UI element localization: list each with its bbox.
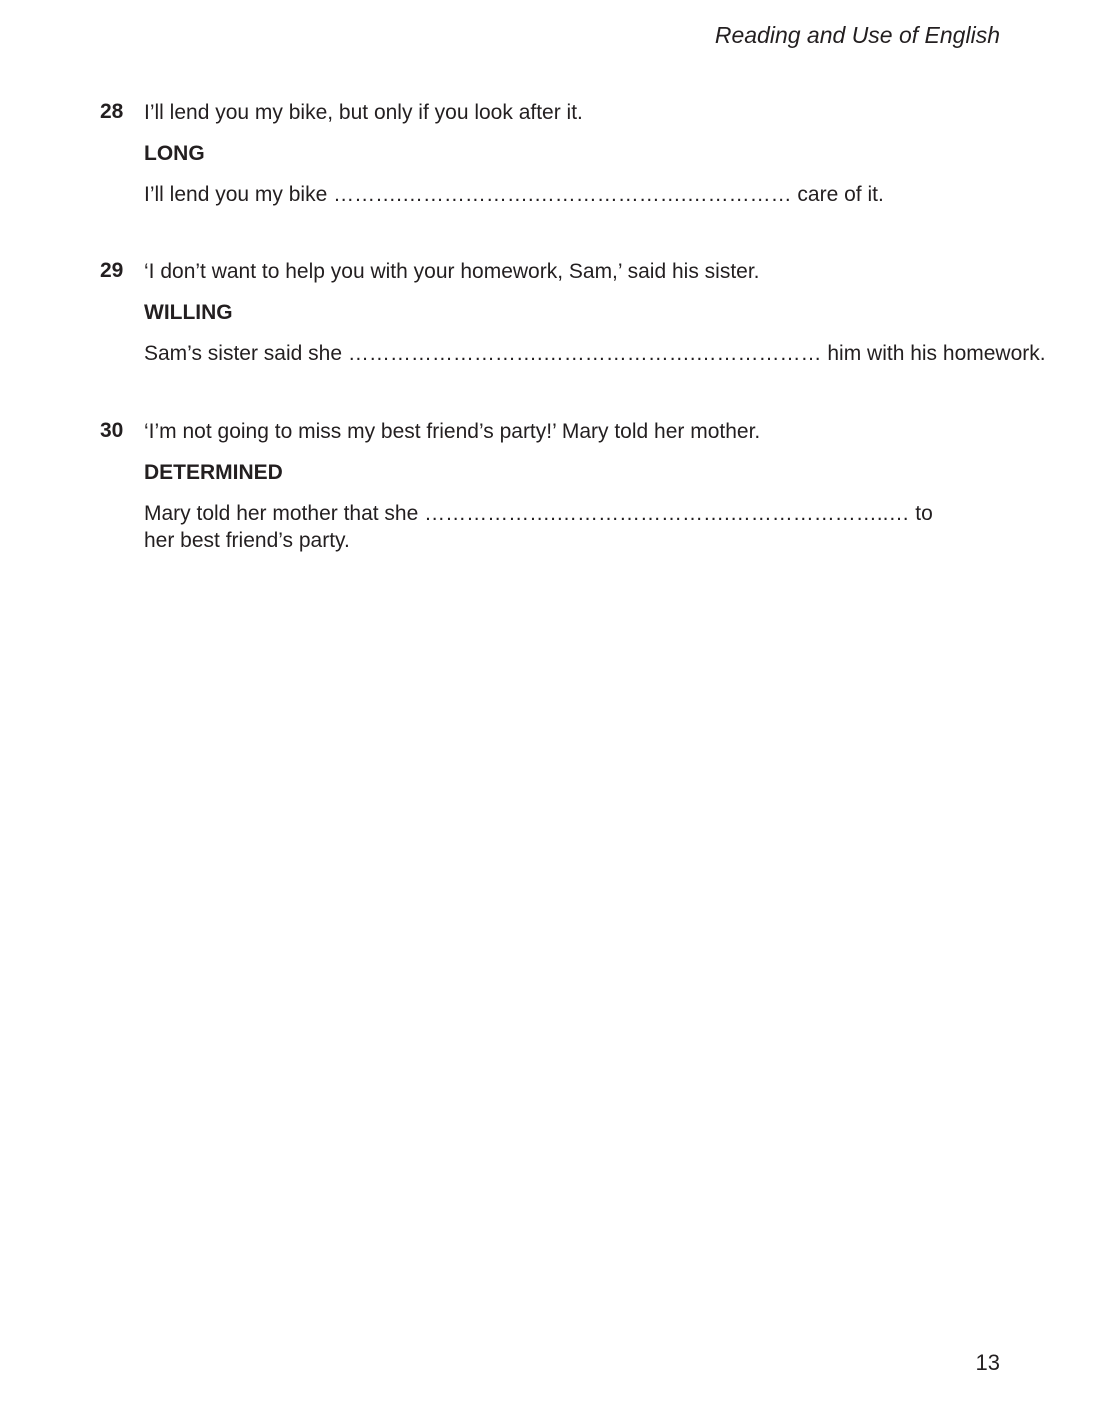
question-gapped-sentence: Mary told her mother that she ……………….…………………….…………………..… to her best friend’s party. (144, 502, 933, 552)
question-number: 28 (100, 100, 124, 123)
question-body (144, 259, 1046, 367)
question-keyword: WILLING (144, 301, 233, 324)
question-gapped-sentence: I’ll lend you my bike ……….……………….………………….…………… care of it. (144, 183, 884, 206)
question-gapped-sentence: Sam’s sister said she ……………………….………………….……………… him with his homework. (144, 342, 1046, 365)
question-keyword: DETERMINED (144, 461, 283, 484)
question-number: 29 (100, 259, 124, 282)
question-prompt: I’ll lend you my bike, but only if you look after it. (144, 101, 583, 124)
question-body (144, 419, 994, 554)
question-keyword: LONG (144, 142, 205, 165)
question-prompt: ‘I don’t want to help you with your homework, Sam,’ said his sister. (144, 260, 760, 283)
section-header: Reading and Use of English (714, 22, 1000, 48)
question-prompt: ‘I’m not going to miss my best friend’s party!’ Mary told her mother. (144, 420, 761, 443)
page-number: 13 (975, 1350, 1000, 1375)
question-body (144, 100, 994, 208)
question-number: 30 (100, 419, 124, 442)
